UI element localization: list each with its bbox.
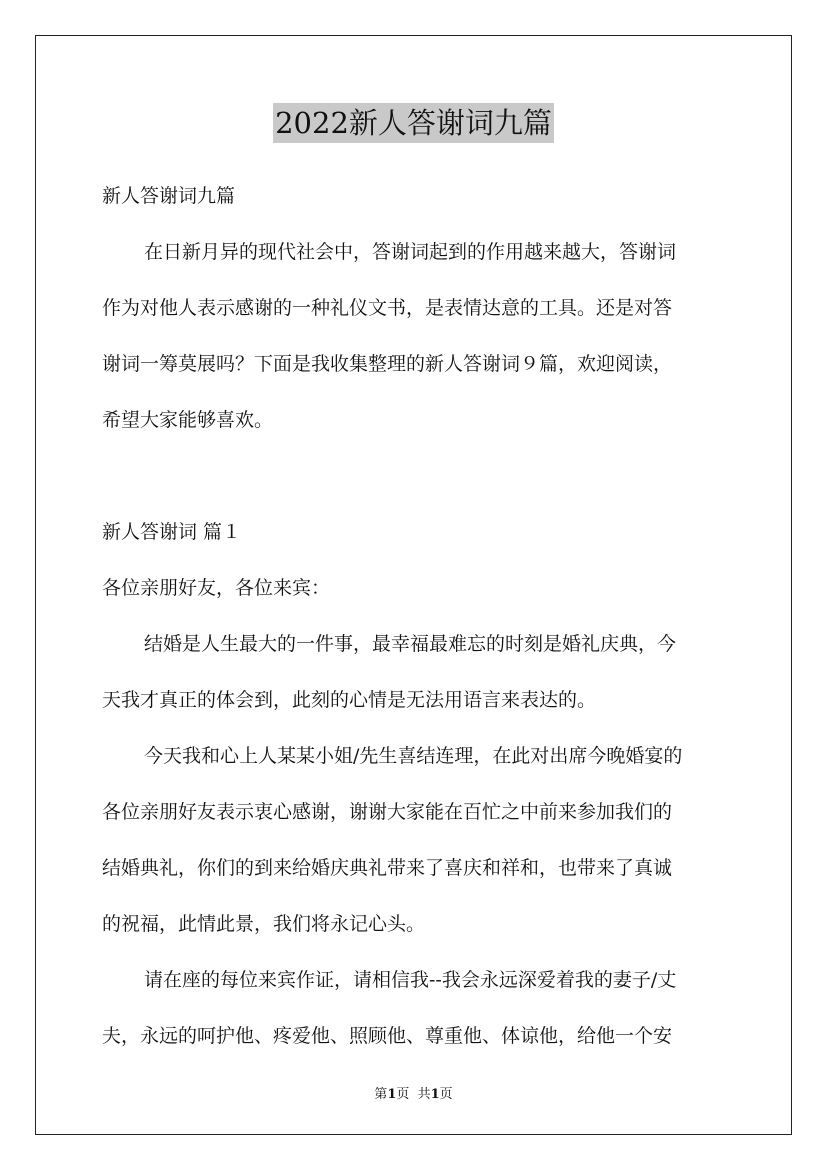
paragraph-spacer: [102, 448, 728, 504]
page-label-suffix: 页: [439, 1087, 453, 1102]
page-total: 1: [430, 1087, 440, 1102]
paragraph-line: 夫，永远的呵护他、疼爱他、照顾他、尊重他、体谅他，给他一个安: [102, 1025, 673, 1047]
paragraph-line: 结婚是人生最大的一件事，最幸福最难忘的时刻是婚礼庆典，今: [144, 633, 677, 655]
document-body: [102, 168, 728, 1064]
paragraph-line: 希望大家能够喜欢。: [102, 409, 274, 431]
paragraph-line: 各位亲朋好友表示衷心感谢，谢谢大家能在百忙之中前来参加我们的: [102, 801, 673, 823]
paragraph-line: 在日新月异的现代社会中，答谢词起到的作用越来越大，答谢词: [144, 241, 677, 263]
page-label-prefix: 第: [374, 1087, 388, 1102]
paragraph-line: 请在座的每位来宾作证，请相信我--我会永远深爱着我的妻子/丈: [144, 969, 677, 991]
intro-paragraph: [102, 224, 728, 448]
page-footer: [0, 1083, 827, 1102]
body-paragraph: [102, 728, 728, 952]
paragraph-line: 今天我和心上人某某小姐/先生喜结连理，在此对出席今晚婚宴的: [144, 745, 683, 767]
body-paragraph: [102, 952, 728, 1064]
subtitle: 新人答谢词九篇: [102, 185, 236, 207]
paragraph-line: 天我才真正的体会到，此刻的心情是无法用语言来表达的。: [102, 689, 597, 711]
title-container: [0, 103, 827, 143]
paragraph-line: 结婚典礼，你们的到来给婚庆典礼带来了喜庆和祥和，也带来了真诚: [102, 857, 673, 879]
section-heading: 新人答谢词 篇１: [102, 521, 242, 543]
document-title: 2022新人答谢词九篇: [273, 103, 554, 143]
body-paragraph: [102, 616, 728, 728]
page-current: 1: [387, 1087, 397, 1102]
paragraph-line: 谢词一筹莫展吗？下面是我收集整理的新人答谢词９篇，欢迎阅读，: [102, 353, 673, 375]
page-label-mid: 页 共: [396, 1087, 431, 1102]
paragraph-line: 的祝福，此情此景，我们将永记心头。: [102, 913, 426, 935]
paragraph-line: 作为对他人表示感谢的一种礼仪文书，是表情达意的工具。还是对答: [102, 297, 673, 319]
greeting: 各位亲朋好友，各位来宾：: [102, 577, 331, 599]
